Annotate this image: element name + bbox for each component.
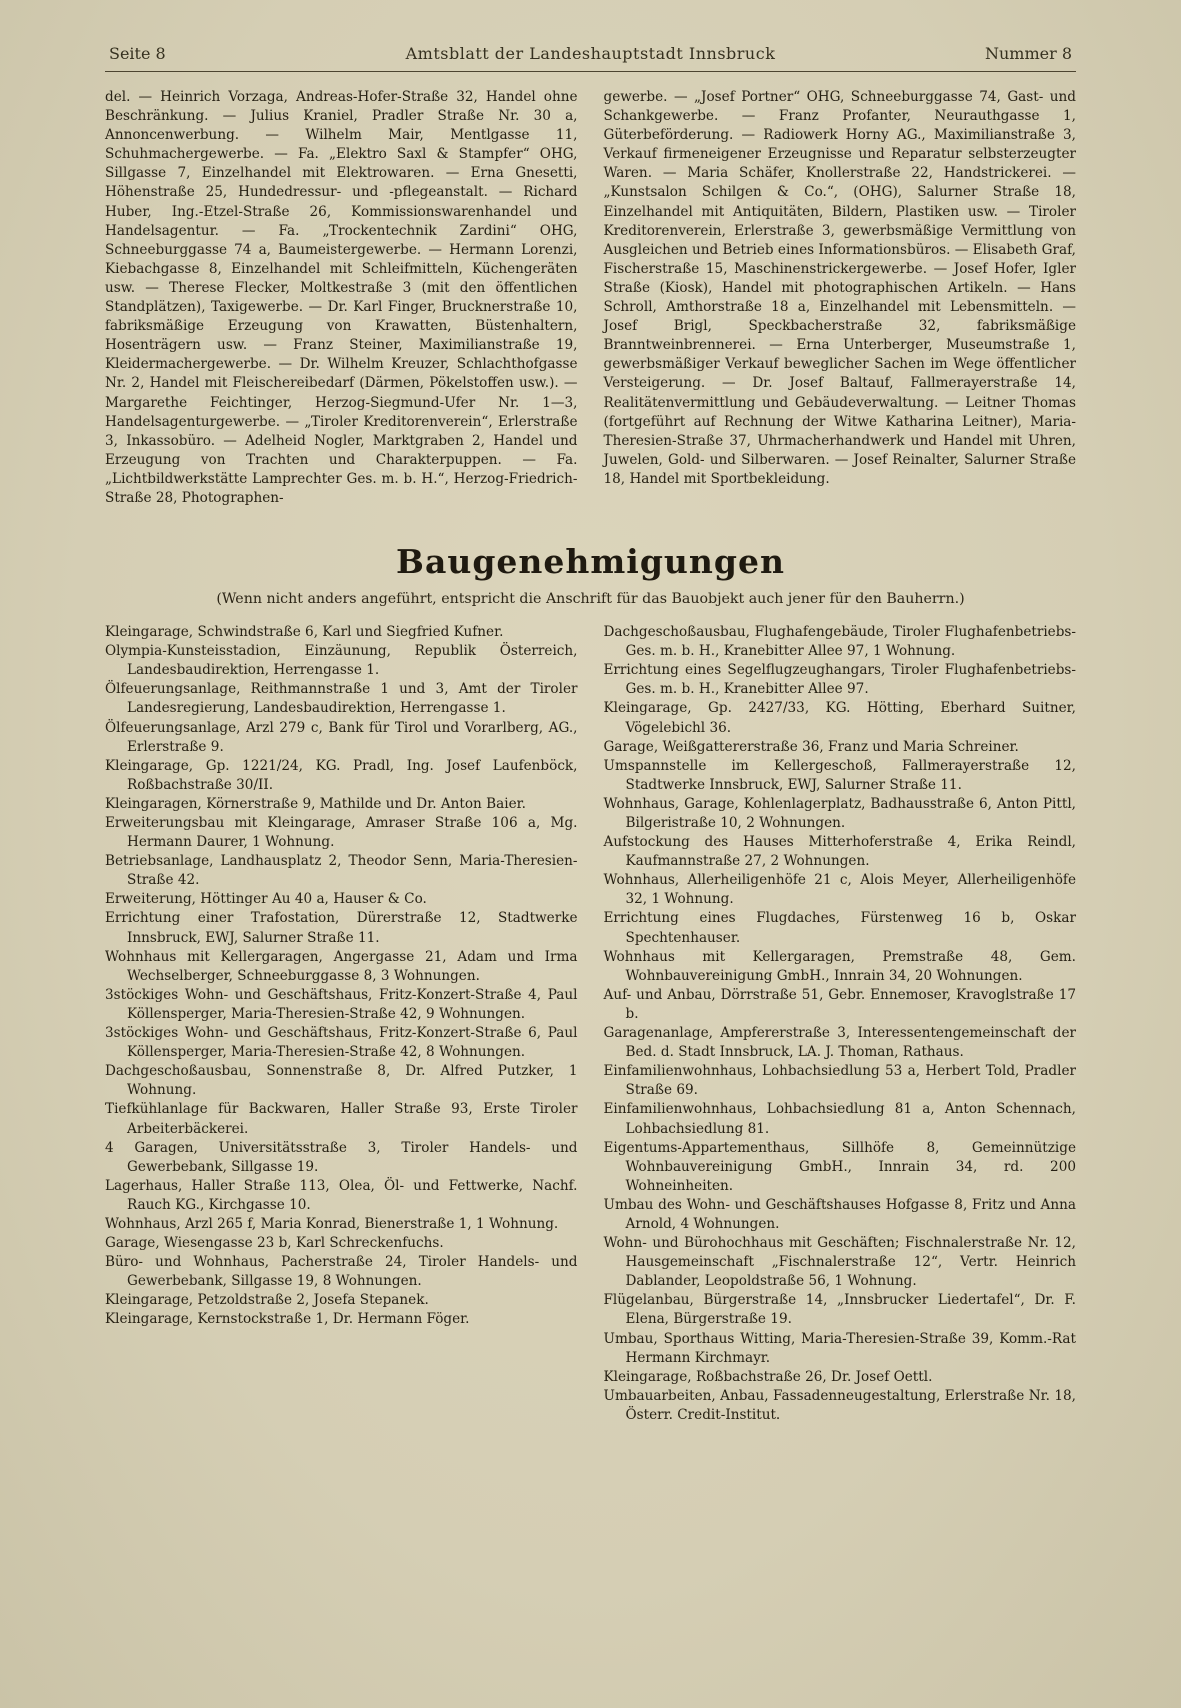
register-right-column: gewerbe. — „Josef Portner“ OHG, Schneeburggasse 74, Gast- und Schankgewerbe. — Franz Profanter, Neurauthgasse 1, Güterbeförderung. — Radiowerk Horny AG., Maximilianstraße 3, Verkauf firmeneigener Erzeugnisse und Reparatur selbsterzeugter Waren. — Maria Schäfer, Knollerstraße 22, Handstrickerei. — „Kunstsalon Schilgen & Co.“, (OHG), Salurner Straße 18, Einzelhandel mit Antiquitäten, Bildern, Plastiken usw. — Tiroler Kreditorenverein, Erlerstraße 3, gewerbsmäßige Vermittlung von Ausgleichen und Betrieb eines Informationsbüros. — Elisabeth Graf, Fischerstraße 15, Maschinenstrickergewerbe. — Josef Hofer, Igler Straße (Kiosk), Handel mit photographischen Artikeln. — Hans Schroll, Amthorstraße 18 a, Einzelhandel mit Lebensmitteln. — Josef Brigl, Speckbacherstraße 32, fabriksmäßige Branntweinbrennerei. — Erna Unterberger, Museumstraße 1, gewerbsmäßiger Verkauf beweglicher Sachen im Wege öffentlicher Versteigerung. — Dr. Josef Baltauf, Fallmerayerstraße 14, Realitätenvermittlung und Gebäudeverwaltung. — Leitner Thomas (fortgeführt auf Rechnung der Witwe Katharina Leitner), Maria-Theresien-Straße 37, Uhrmacherhandwerk und Handel mit Uhren, Juwelen, Gold- und Silberwaren. — Josef Reinalter, Salurner Straße 18, Handel mit Sportbekleidung. xyxy=(603,89,1076,487)
page-header xyxy=(105,44,1076,69)
trade-register-section xyxy=(105,88,1076,508)
permits-left-column xyxy=(105,623,578,1425)
permit-entry: Kleingaragen, Körnerstraße 9, Mathilde und Dr. Anton Baier. xyxy=(105,795,526,812)
section-heading-baugenehmigungen: Baugenehmigungen xyxy=(396,542,785,582)
permit-entry: Auf- und Anbau, Dörrstraße 51, Gebr. Ennemoser, Kravoglstraße 17 b. xyxy=(603,986,1076,1022)
permit-entry: Erweiterung, Höttinger Au 40 a, Hauser & Co. xyxy=(105,891,427,908)
register-left-column: del. — Heinrich Vorzaga, Andreas-Hofer-Straße 32, Handel ohne Beschränkung. — Julius Kraniel, Pradler Straße Nr. 30 a, Annoncenwerbung. — Wilhelm Mair, Mentlgasse 11, Schuhmachergewerbe. — Fa. „Elektro Saxl & Stampfer“ OHG, Sillgasse 7, Einzelhandel mit Elektrowaren. — Erna Gnesetti, Höhenstraße 25, Hundedressur- und -pflegeanstalt. — Richard Huber, Ing.-Etzel-Straße 26, Kommissionswarenhandel und Handelsagentur. — Fa. „Trockentechnik Zardini“ OHG, Schneeburggasse 74 a, Baumeistergewerbe. — Hermann Lorenzi, Kiebachgasse 8, Einzelhandel mit Schleifmitteln, Küchengeräten usw. — Therese Flecker, Moltkestraße 3 (mit den öffentlichen Standplätzen), Taxigewerbe. — Dr. Karl Finger, Brucknerstraße 10, fabriksmäßige Erzeugung von Krawatten, Büstenhaltern, Hosenträgern usw. — Franz Steiner, Maximilianstraße 19, Kleidermachergewerbe. — Dr. Wilhelm Kreuzer, Schlachthofgasse Nr. 2, Handel mit Fleischereibedarf (Därmen, Pökelstoffen usw.). — Margarethe Feichtinger, Herzog-Siegmund-Ufer Nr. 1—3, Handelsagenturgewerbe. — „Tiroler Kreditorenverein“, Erlerstraße 3, Inkassobüro. — Adelheid Nogler, Marktgraben 2, Handel und Erzeugung von Trachten und Charakterpuppen. — Fa. „Lichtbildwerkstätte Lamprechter Ges. m. b. H.“, Herzog-Friedrich-Straße 28, Photographen- xyxy=(105,89,578,506)
permit-entry: 3stöckiges Wohn- und Geschäftshaus, Fritz-Konzert-Straße 6, Paul Köllensperger, Maria-Theresien-Straße 42, 8 Wohnungen. xyxy=(105,1025,578,1061)
permit-entry: Umbauarbeiten, Anbau, Fassadenneugestaltung, Erlerstraße Nr. 18, Österr. Credit-Institut. xyxy=(603,1387,1076,1423)
permit-entry: Errichtung einer Trafostation, Dürerstraße 12, Stadtwerke Innsbruck, EWJ, Salurner Straße 11. xyxy=(105,910,578,946)
permit-entry: Kleingarage, Schwindstraße 6, Karl und Siegfried Kufner. xyxy=(105,624,504,641)
permit-entry: Garage, Wiesengasse 23 b, Karl Schreckenfuchs. xyxy=(105,1235,444,1252)
masthead-title: Amtsblatt der Landeshauptstadt Innsbruck xyxy=(405,44,776,63)
permit-entry: 3stöckiges Wohn- und Geschäftshaus, Fritz-Konzert-Straße 4, Paul Köllensperger, Maria-Theresien-Straße 42, 9 Wohnungen. xyxy=(105,986,578,1022)
permits-section xyxy=(105,623,1076,1425)
permit-entry: Kleingarage, Roßbachstraße 26, Dr. Josef Oettl. xyxy=(603,1368,933,1385)
permit-entry: Kleingarage, Kernstockstraße 1, Dr. Hermann Föger. xyxy=(105,1311,470,1328)
permit-entry: Wohnhaus, Arzl 265 f, Maria Konrad, Bienerstraße 1, 1 Wohnung. xyxy=(105,1215,559,1232)
permit-entry: Wohnhaus mit Kellergaragen, Premstraße 48, Gem. Wohnbauvereinigung GmbH., Innrain 34, 20 Wohnungen. xyxy=(603,948,1076,984)
permit-entry: Flügelanbau, Bürgerstraße 14, „Innsbrucker Liedertafel“, Dr. F. Elena, Bürgerstraße 19. xyxy=(603,1292,1076,1328)
permit-entry: Garagenanlage, Ampfererstraße 3, Interessentengemeinschaft der Bed. d. Stadt Innsbruck, LA. J. Thoman, Rathaus. xyxy=(603,1025,1076,1061)
permit-entry: Büro- und Wohnhaus, Pacherstraße 24, Tiroler Handels- und Gewerbebank, Sillgasse 19, 8 Wohnungen. xyxy=(105,1254,578,1290)
permit-entry: Einfamilienwohnhaus, Lohbachsiedlung 81 a, Anton Schennach, Lohbachsiedlung 81. xyxy=(603,1101,1076,1137)
permit-entry: Wohnhaus, Garage, Kohlenlagerplatz, Badhausstraße 6, Anton Pittl, Bilgeristraße 10, 2 Wohnungen. xyxy=(603,795,1076,831)
permit-entry: Wohn- und Bürohochhaus mit Geschäften; Fischnalerstraße Nr. 12, Hausgemeinschaft „Fischnalerstraße 12“, Vertr. Heinrich Dablander, Leopoldstraße 56, 1 Wohnung. xyxy=(603,1235,1076,1290)
permit-entry: Kleingarage, Gp. 2427/33, KG. Hötting, Eberhard Suitner, Vögelebichl 36. xyxy=(603,700,1076,736)
permit-entry: Erweiterungsbau mit Kleingarage, Amraser Straße 106 a, Mg. Hermann Daurer, 1 Wohnung. xyxy=(105,815,578,851)
permit-entry: Wohnhaus, Allerheiligenhöfe 21 c, Alois Meyer, Allerheiligenhöfe 32, 1 Wohnung. xyxy=(603,872,1076,908)
permit-entry: Lagerhaus, Haller Straße 113, Olea, Öl- und Fettwerke, Nachf. Rauch KG., Kirchgasse 10. xyxy=(105,1177,578,1213)
permit-entry: Eigentums-Appartementhaus, Sillhöfe 8, Gemeinnützige Wohnbauvereinigung GmbH., Innrain 34, rd. 200 Wohneinheiten. xyxy=(603,1139,1076,1194)
permit-entry: Dachgeschoßausbau, Flughafengebäude, Tiroler Flughafenbetriebs-Ges. m. b. H., Kranebitter Allee 97, 1 Wohnung. xyxy=(603,624,1076,660)
permit-entry: Garage, Weißgattererstraße 36, Franz und Maria Schreiner. xyxy=(603,738,1019,755)
permit-entry: Dachgeschoßausbau, Sonnenstraße 8, Dr. Alfred Putzker, 1 Wohnung. xyxy=(105,1063,578,1099)
permit-entry: Tiefkühlanlage für Backwaren, Haller Straße 93, Erste Tiroler Arbeiterbäckerei. xyxy=(105,1101,578,1137)
permit-entry: Aufstockung des Hauses Mitterhoferstraße 4, Erika Reindl, Kaufmannstraße 27, 2 Wohnungen. xyxy=(603,834,1076,870)
permit-entry: Umspannstelle im Kellergeschoß, Fallmerayerstraße 12, Stadtwerke Innsbruck, EWJ, Salurner Straße 11. xyxy=(603,757,1076,793)
header-rule xyxy=(105,71,1076,72)
permit-entry: Wohnhaus mit Kellergaragen, Angergasse 21, Adam und Irma Wechselberger, Schneeburggasse 8, 3 Wohnungen. xyxy=(105,948,578,984)
permit-entry: Einfamilienwohnhaus, Lohbachsiedlung 53 a, Herbert Told, Pradler Straße 69. xyxy=(603,1063,1076,1099)
issue-number: Nummer 8 xyxy=(984,44,1072,63)
permit-entry: Betriebsanlage, Landhausplatz 2, Theodor Senn, Maria-Theresien-Straße 42. xyxy=(105,853,578,889)
section-note: (Wenn nicht anders angeführt, entspricht die Anschrift für das Bauobjekt auch jener für den Bauherrn.) xyxy=(216,591,965,608)
permit-entry: Errichtung eines Flugdaches, Fürstenweg 16 b, Oskar Spechtenhauser. xyxy=(603,910,1076,946)
permit-entry: Kleingarage, Petzoldstraße 2, Josefa Stepanek. xyxy=(105,1292,429,1309)
permit-entry: Umbau, Sporthaus Witting, Maria-Theresien-Straße 39, Komm.-Rat Hermann Kirchmayr. xyxy=(603,1330,1076,1366)
permit-entry: 4 Garagen, Universitätsstraße 3, Tiroler Handels- und Gewerbebank, Sillgasse 19. xyxy=(105,1139,578,1175)
page-number: Seite 8 xyxy=(109,44,166,63)
permit-entry: Ölfeuerungsanlage, Arzl 279 c, Bank für Tirol und Vorarlberg, AG., Erlerstraße 9. xyxy=(105,719,578,755)
permit-entry: Ölfeuerungsanlage, Reithmannstraße 1 und 3, Amt der Tiroler Landesregierung, Landesbaudirektion, Herrengasse 1. xyxy=(105,681,578,717)
permit-entry: Olympia-Kunsteisstadion, Einzäunung, Republik Österreich, Landesbaudirektion, Herrengasse 1. xyxy=(105,643,578,679)
permits-right-column xyxy=(604,623,1077,1425)
permit-entry: Umbau des Wohn- und Geschäftshauses Hofgasse 8, Fritz und Anna Arnold, 4 Wohnungen. xyxy=(603,1196,1076,1232)
permit-entry: Kleingarage, Gp. 1221/24, KG. Pradl, Ing. Josef Laufenböck, Roßbachstraße 30/II. xyxy=(105,757,578,793)
permit-entry: Errichtung eines Segelflugzeughangars, Tiroler Flughafenbetriebs-Ges. m. b. H., Kranebitter Allee 97. xyxy=(603,662,1076,698)
